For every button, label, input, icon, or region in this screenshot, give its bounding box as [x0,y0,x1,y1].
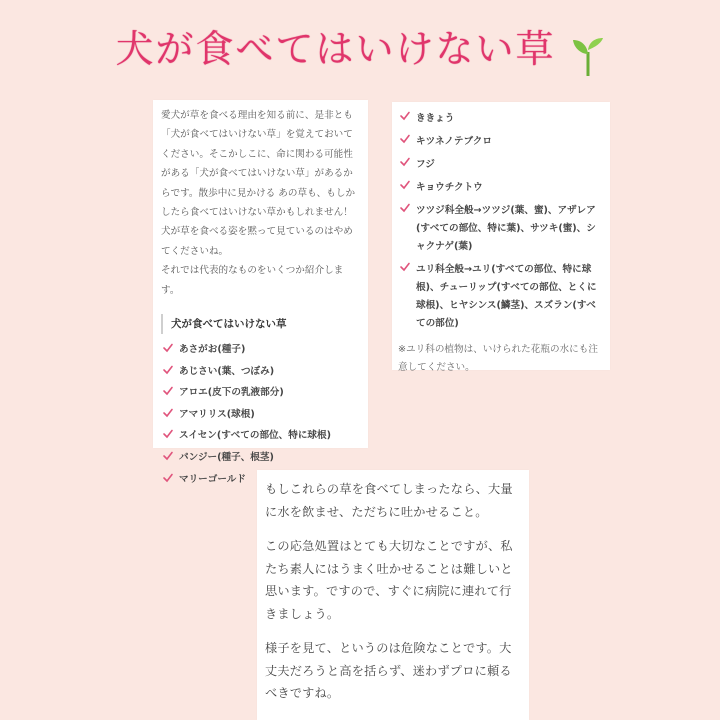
check-icon [163,408,173,418]
list-item [161,428,360,443]
intro-text: 愛犬が草を食べる理由を知る前に、是非とも「犬が食べてはいけない草」を覚えておいてください。そこかしこに、命に関わる可能性がある「犬が食べてはいけない草」があるからです。散歩中に見かける あの草も、もしかしたら食べてはいけない草かもしれません！犬が草を食べる姿を黙って見ているのはやめてくださいね。 それでは代表的なものをいくつか紹介します。 [161,110,356,296]
list-item-label: パンジー(種子、根茎) [179,452,274,464]
list-item [161,450,360,465]
list-item-label: あじさい(葉、つぼみ) [179,365,275,377]
dangerous-plants-list [161,342,360,487]
list-item [161,407,360,422]
bottom-card [257,470,529,720]
check-icon [163,386,173,396]
list-item-label: キョウチクトウ [416,182,483,193]
check-icon [400,157,410,167]
list-item-label: あさがお(種子) [179,344,246,356]
list-item [161,342,360,357]
list-heading: 犬が食べてはいけない草 [161,314,360,334]
list-item-label: アマリリス(球根) [179,408,255,420]
list-item [398,110,602,128]
advice-paragraph: 様子を見て、というのは危険なことです。大丈夫だろうと高を括らず、迷わずプロに頼るべきですね。 [265,641,512,700]
sprout-icon [571,36,605,80]
list-item-label: アロエ(皮下の乳液部分) [179,387,284,399]
list-item [161,364,360,379]
list-item [398,202,602,256]
page-title: 犬が食べてはいけない草 [115,27,556,71]
lily-note: ※ユリ科の植物は、いけられた花瓶の水にも注意してください。 [398,344,598,373]
check-icon [163,343,173,353]
list-item-label: マリーゴールド [179,473,246,485]
advice-paragraphs [265,478,521,705]
list-item-label: ユリ科全般→ユリ(すべての部位、特に球根)、チューリップ(すべての部位、とくに球根)、ヒヤシンス(鱗茎)、スズラン(すべての部位) [416,264,597,329]
list-item [398,179,602,197]
advice-paragraph: この応急処置はとても大切なことですが、私たち素人にはうまく吐かせることは難しいと思います。ですので、すぐに病院に連れて行きましょう。 [265,539,513,621]
title-bar [0,18,720,80]
check-icon [163,473,173,483]
check-icon [400,111,410,121]
list-item-label: キツネノテブクロ [416,136,492,147]
list-item [398,261,602,333]
list-item-label: ききょう [416,113,455,124]
list-item-label: スイセン(すべての部位、特に球根) [179,430,332,442]
check-icon [163,429,173,439]
right-card [392,102,610,373]
check-icon [400,262,410,272]
check-icon [163,451,173,461]
check-icon [400,203,410,213]
list-item [398,133,602,151]
left-card [153,100,368,485]
list-item-label: フジ [416,159,435,170]
advice-paragraph: もしこれらの草を食べてしまったなら、大量に水を飲ませ、ただちに吐かせること。 [265,482,513,519]
check-icon [163,365,173,375]
check-icon [400,180,410,190]
check-icon [400,134,410,144]
dangerous-plants-list-continued [398,110,602,333]
list-item [161,385,360,400]
list-item-label: ツツジ科全般→ツツジ(葉、蜜)、アザレア(すべての部位、特に葉)、サツキ(蜜)、シャクナゲ(葉) [416,205,596,252]
list-item [398,156,602,174]
